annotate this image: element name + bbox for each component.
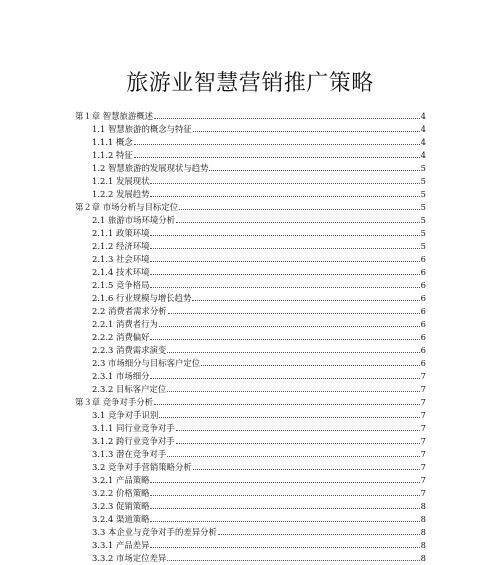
toc-entry-label: 第２章 市场分析与目标定位	[75, 202, 179, 212]
toc-dot-leader	[167, 352, 419, 353]
toc-entry-label: 3.1.3 潜在竞争对手	[92, 449, 167, 459]
toc-entry-label: 1.2.1 发展现状	[92, 176, 150, 186]
toc-entry-label: 2.2.2 消费偏好	[92, 332, 150, 342]
toc-entry-label: 2.1.6 行业规模与增长趋势	[92, 293, 192, 303]
toc-page-number: 6	[420, 358, 426, 368]
toc-dot-leader	[159, 326, 420, 327]
toc-section-entry[interactable]	[92, 381, 426, 394]
toc-dot-leader	[134, 157, 420, 158]
toc-entry-label: 3.1 竞争对手识别	[92, 410, 159, 420]
toc-page-number: 6	[420, 254, 426, 264]
toc-entry-label: 3.1.2 跨行业竞争对手	[92, 436, 175, 446]
toc-page-number: 5	[420, 241, 426, 251]
toc-page-number: 7	[420, 475, 426, 485]
toc-dot-leader	[167, 456, 419, 457]
toc-section-entry[interactable]	[92, 446, 426, 459]
toc-dot-leader	[209, 170, 419, 171]
toc-dot-leader	[150, 183, 419, 184]
toc-section-entry[interactable]	[92, 225, 426, 238]
toc-dot-leader	[154, 118, 420, 119]
toc-dot-leader	[167, 391, 419, 392]
toc-page-number: 8	[420, 527, 426, 537]
toc-entry-label: 3.2.1 产品策略	[92, 475, 150, 485]
toc-dot-leader	[179, 209, 419, 210]
toc-page-number: 7	[420, 410, 426, 420]
toc-section-entry[interactable]	[92, 511, 426, 524]
toc-page-number: 6	[420, 332, 426, 342]
toc-section-entry[interactable]	[92, 459, 426, 472]
toc-dot-leader	[134, 144, 420, 145]
toc-section-entry[interactable]	[92, 264, 426, 277]
toc-chapter-entry[interactable]	[75, 108, 426, 121]
toc-entry-label: 2.3.1 市场细分	[92, 371, 150, 381]
toc-entry-label: 2.1.1 政策环境	[92, 228, 150, 238]
toc-page-number: 6	[420, 280, 426, 290]
toc-section-entry[interactable]	[92, 186, 426, 199]
toc-dot-leader	[150, 196, 419, 197]
toc-section-entry[interactable]	[92, 290, 426, 303]
toc-page-number: 5	[420, 202, 426, 212]
toc-dot-leader	[218, 534, 420, 535]
toc-page-number: 7	[420, 488, 426, 498]
toc-section-entry[interactable]	[92, 212, 426, 225]
toc-dot-leader	[150, 339, 419, 340]
toc-dot-leader	[150, 248, 419, 249]
toc-page-number: 7	[420, 423, 426, 433]
document-title: 旅游业智慧营销推广策略	[126, 71, 374, 96]
toc-section-entry[interactable]	[92, 173, 426, 186]
toc-page-number: 5	[420, 189, 426, 199]
toc-page-number: 4	[420, 111, 426, 121]
toc-section-entry[interactable]	[92, 420, 426, 433]
toc-dot-leader	[193, 469, 420, 470]
toc-entry-label: 2.3 市场细分与目标客户定位	[92, 358, 201, 368]
toc-dot-leader	[167, 560, 419, 561]
toc-section-entry[interactable]	[92, 147, 426, 160]
toc-entry-label: 1.1.2 特征	[92, 150, 133, 160]
toc-section-entry[interactable]	[92, 329, 426, 342]
toc-page-number: 8	[420, 501, 426, 511]
toc-dot-leader	[176, 430, 420, 431]
toc-page-number: 8	[420, 540, 426, 550]
toc-dot-leader	[150, 274, 419, 275]
toc-section-entry[interactable]	[92, 498, 426, 511]
toc-dot-leader	[150, 261, 419, 262]
toc-section-entry[interactable]	[92, 368, 426, 381]
toc-dot-leader	[150, 235, 419, 236]
toc-section-entry[interactable]	[92, 316, 426, 329]
toc-dot-leader	[150, 508, 419, 509]
toc-entry-label: 2.2.3 消费需求演变	[92, 345, 167, 355]
toc-section-entry[interactable]	[92, 537, 426, 550]
toc-entry-label: 2.1.2 经济环境	[92, 241, 150, 251]
toc-section-entry[interactable]	[92, 433, 426, 446]
toc-entry-label: 2.2.1 消费者行为	[92, 319, 158, 329]
toc-section-entry[interactable]	[92, 407, 426, 420]
toc-page-number: 5	[420, 176, 426, 186]
toc-dot-leader	[154, 404, 420, 405]
toc-entry-label: 3.1.1 同行业竞争对手	[92, 423, 175, 433]
toc-chapter-entry[interactable]	[75, 394, 426, 407]
toc-page-number: 8	[420, 514, 426, 524]
toc-section-entry[interactable]	[92, 550, 426, 563]
toc-entry-label: 1.2 智慧旅游的发展现状与趋势	[92, 163, 209, 173]
toc-entry-label: 3.3 本企业与竞争对手的差异分析	[92, 527, 217, 537]
toc-entry-label: 3.2 竞争对手营销策略分析	[92, 462, 192, 472]
toc-entry-label: 1.1 智慧旅游的概念与特征	[92, 124, 192, 134]
toc-dot-leader	[150, 287, 419, 288]
toc-entry-label: 3.3.2 市场定位差异	[92, 553, 167, 563]
toc-dot-leader	[150, 521, 419, 522]
toc-dot-leader	[150, 495, 419, 496]
toc-entry-label: 3.3.1 产品差异	[92, 540, 150, 550]
toc-entry-label: 1.2.2 发展趋势	[92, 189, 150, 199]
toc-section-entry[interactable]	[92, 121, 426, 134]
toc-dot-leader	[150, 482, 419, 483]
toc-section-entry[interactable]	[92, 303, 426, 316]
toc-page-number: 7	[420, 397, 426, 407]
toc-page-number: 6	[420, 345, 426, 355]
toc-section-entry[interactable]	[92, 134, 426, 147]
toc-section-entry[interactable]	[92, 342, 426, 355]
toc-entry-label: 2.1.4 技术环境	[92, 267, 150, 277]
toc-dot-leader	[176, 222, 420, 223]
toc-dot-leader	[193, 131, 420, 132]
toc-dot-leader	[176, 443, 420, 444]
toc-section-entry[interactable]	[92, 160, 426, 173]
toc-section-entry[interactable]	[92, 251, 426, 264]
toc-section-entry[interactable]	[92, 524, 426, 537]
toc-page-number: 7	[420, 436, 426, 446]
toc-entry-label: 2.2 消费者需求分析	[92, 306, 167, 316]
toc-page-number: 6	[420, 293, 426, 303]
toc-page-number: 4	[420, 137, 426, 147]
toc-section-entry[interactable]	[92, 277, 426, 290]
toc-entry-label: 3.2.3 促销策略	[92, 501, 150, 511]
toc-entry-label: 1.1.1 概念	[92, 137, 133, 147]
toc-dot-leader	[150, 547, 419, 548]
toc-page-number: 6	[420, 319, 426, 329]
toc-dot-leader	[159, 417, 419, 418]
toc-entry-label: 3.2.2 价格策略	[92, 488, 150, 498]
toc-dot-leader	[201, 365, 420, 366]
toc-dot-leader	[150, 378, 419, 379]
toc-page-number: 5	[420, 163, 426, 173]
toc-page-number: 8	[420, 553, 426, 563]
toc-entry-label: 第３章 竞争对手分析	[75, 397, 154, 407]
toc-section-entry[interactable]	[92, 485, 426, 498]
toc-page-number: 7	[420, 371, 426, 381]
toc-page-number: 7	[420, 449, 426, 459]
toc-entry-label: 第１章 智慧旅游概述	[75, 111, 154, 121]
toc-page-number: 7	[420, 384, 426, 394]
toc-entry-label: 2.1.5 竞争格局	[92, 280, 150, 290]
toc-page-number: 6	[420, 306, 426, 316]
toc-page-number: 7	[420, 462, 426, 472]
toc-page-number: 4	[420, 124, 426, 134]
toc-page-number: 5	[420, 215, 426, 225]
toc-entry-label: 2.3.2 目标客户定位	[92, 384, 167, 394]
toc-entry-label: 3.2.4 渠道策略	[92, 514, 150, 524]
toc-entry-label: 2.1.3 社会环境	[92, 254, 150, 264]
toc-entry-label: 2.1 旅游市场环境分析	[92, 215, 175, 225]
toc-page-number: 6	[420, 267, 426, 277]
toc-section-entry[interactable]	[92, 472, 426, 485]
toc-page-number: 4	[420, 150, 426, 160]
toc-dot-leader	[192, 300, 419, 301]
toc-dot-leader	[168, 313, 420, 314]
toc-section-entry[interactable]	[92, 355, 426, 368]
toc-section-entry[interactable]	[92, 238, 426, 251]
toc-page-number: 5	[420, 228, 426, 238]
toc-chapter-entry[interactable]	[75, 199, 426, 212]
